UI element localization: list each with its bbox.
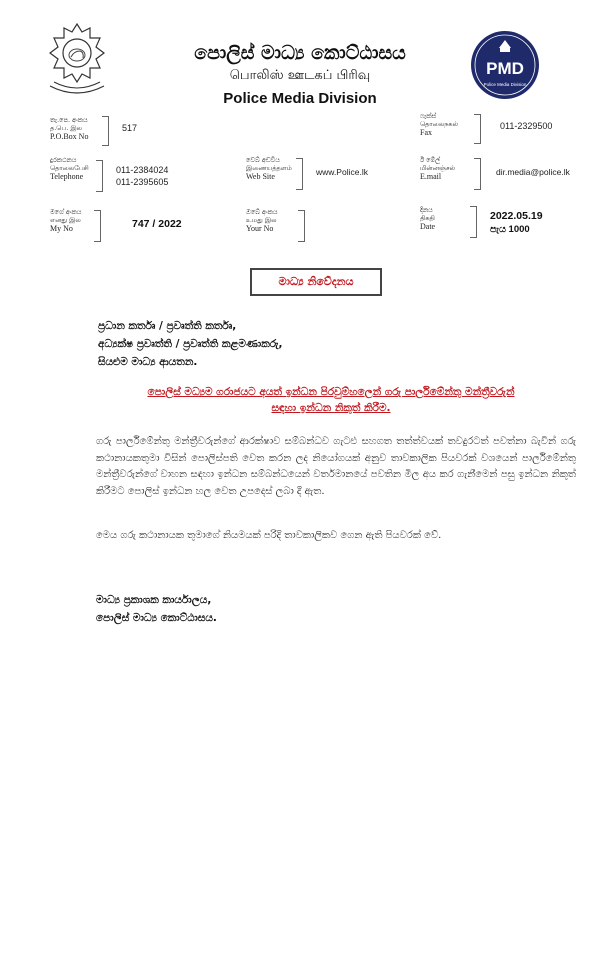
addressee-line-1: ප්‍රධාන කර්තෘ / ප්‍රවෘත්ති කර්තෘ,	[98, 320, 237, 332]
telephone-value-2: 011-2395605	[116, 177, 169, 187]
telephone-value-1: 011-2384024	[116, 165, 169, 175]
po-box-label: තැ.පෙ. අංකය த.பெ. இல P.O.Box No	[50, 116, 89, 141]
fax-label: ෆැක්ස් தொலைநகல் Fax	[420, 112, 458, 137]
email-label: ඊ මේල් மின்னஞ்சல் E.mail	[420, 156, 455, 181]
subject-line-1: පොලිස් මධ්‍යම ගරාජයට අයත් ඉන්ධන පිරවුම්හලෙන් ගරු පාර්ලිමේන්තු මන්ත්‍රීවරුන්	[147, 386, 515, 398]
website-label: වෙබ් අඩවිය இணையத்தளம் Web Site	[246, 156, 292, 181]
fax-brace	[474, 114, 481, 144]
time-value: පැය 1000	[490, 224, 530, 235]
pmd-badge-icon	[470, 30, 540, 100]
addressee-line-2: අධ්‍යක්ෂ ප්‍රවෘත්ති / ප්‍රවෘත්ති කළමණාකරු,	[98, 338, 283, 350]
telephone-label: දුරකථනය தொலைபேசி Telephone	[50, 156, 89, 181]
pmd-logo-text: PMD	[486, 59, 524, 78]
fax-value: 011-2329500	[500, 121, 553, 131]
pmd-logo	[470, 30, 540, 100]
po-box-value: 517	[122, 123, 138, 133]
subject-line-2: සඳහා ඉන්ධන නිකුත් කිරීම.	[271, 402, 391, 414]
my-no-value: 747 / 2022	[132, 218, 182, 230]
po-box-brace	[102, 116, 109, 146]
date-label: දිනය திகதி Date	[420, 206, 436, 231]
your-no-label: ඔබේ අංකය உமது இல Your No	[246, 208, 278, 233]
addressee-line-3: සියළුම මාධ්‍ය ආයතන.	[98, 356, 198, 368]
my-no-brace	[94, 210, 101, 242]
website-value: www.Police.lk	[316, 167, 368, 177]
subject-heading	[96, 384, 566, 416]
title-sinhala: පොලිස් මාධ්‍ය කොට්ඨාසය	[194, 42, 406, 64]
pmd-logo-caption: Police Media Division	[483, 82, 527, 87]
date-value: 2022.05.19	[490, 210, 543, 222]
signature-line-2: පොලිස් මාධ්‍ය කොට්ඨාසය.	[96, 612, 217, 624]
telephone-brace	[96, 160, 103, 192]
date-brace	[470, 206, 477, 238]
email-value: dir.media@police.lk	[496, 167, 570, 177]
website-brace	[296, 158, 303, 190]
police-emblem-logo	[44, 20, 110, 102]
body-paragraph-1: ගරු පාර්ලිමේන්තු මන්ත්‍රීවරුන්ගේ ආරක්ෂාව සම්බන්ධව ගැටළු සහගත තත්ත්වයක් තවදුරටත් පවත්නා බැවින් ගරු කථානායකතුමා විසින් පොලිස්පති වෙත කරන ලද නියෝගයක් අනුව තාවකාලික පියවරක් වශයෙන් පාර්ලිමේන්තු මන්ත්‍රීවරුන්ගේ වාහන සඳහා ඉන්ධන සම්බන්ධයෙන් වර්තමානයේ පවතින මිල අය කර ගැනීමෙන් පසු ඉන්ධන නිකුත් කිරීමට පොලිස් ඉන්ධන හල වෙත උපදෙස් ලබා දී ඇත.	[96, 436, 576, 497]
my-no-label: මගේ අංකය எனது இல My No	[50, 208, 82, 233]
body-paragraph-2: මෙය ගරු කථානායක තුමාගේ නියමයක් පරිදි තාවකාලිකව ගෙන ඇති පියවරක් වේ.	[96, 530, 442, 541]
email-brace	[474, 158, 481, 190]
signature-line-1: මාධ්‍ය ප්‍රකාශක කාර්යාලය,	[96, 594, 212, 606]
your-no-brace	[298, 210, 305, 242]
media-notice-title: මාධ්‍ය නිවේදනය	[250, 268, 382, 296]
title-english: Police Media Division	[223, 90, 377, 107]
title-tamil: பொலிஸ் ஊடகப் பிரிவு	[229, 68, 371, 83]
